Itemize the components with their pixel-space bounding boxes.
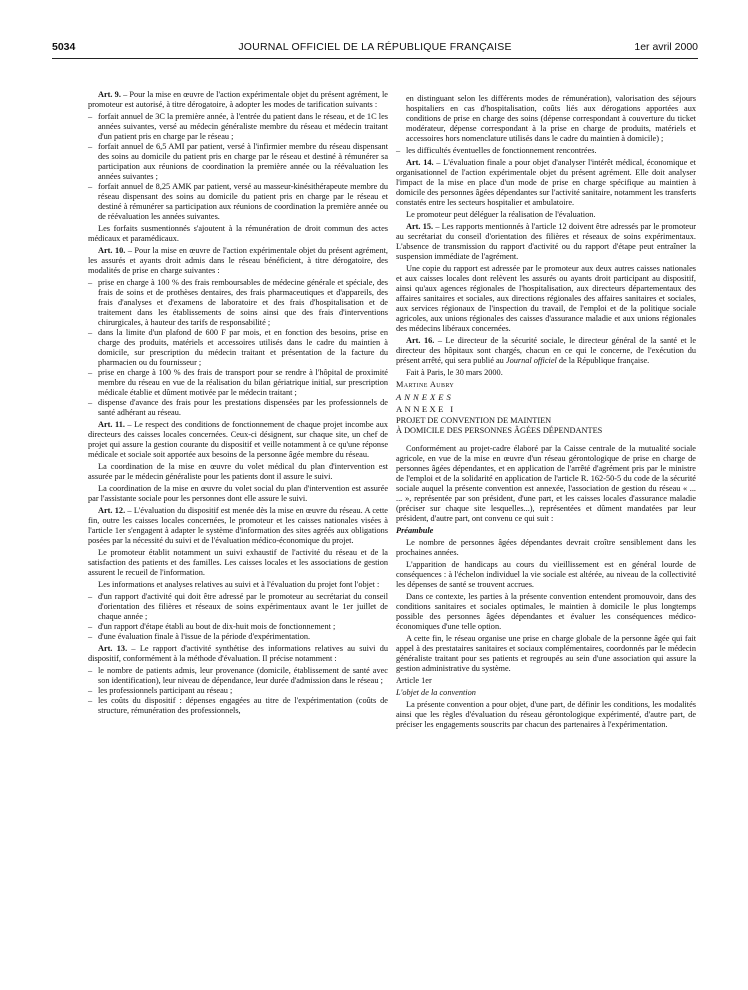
- article-12-p2: Le promoteur établit notamment un suivi exhaustif de l'activité du réseau et de la satisfaction des patients et des familles. Les caisses locales et les associations de gestion assurent le recueil de l'information.: [88, 548, 388, 577]
- article-1-text: La présente convention a pour objet, d'une part, de définir les conditions, les modalités ainsi que les règles d'évaluation du réseau gérontologique expérimenté, d'autre part, de préciser les engagements souscrits par chacun des partenaires à l'expérimentation.: [396, 700, 696, 729]
- article-11-label: Art. 11.: [98, 420, 125, 429]
- preambule-p4: A cette fin, le réseau organise une prise en charge globale de la personne âgée qui fait appel à des prestataires sanitaires et sociaux complémentaires, coordonnés par le médecin généraliste traitant pour ses patients et regroupés au sein d'une association qui assure la gestion administrative du système.: [396, 634, 696, 673]
- article-16-label: Art. 16.: [406, 336, 435, 345]
- article-14-label: Art. 14.: [406, 158, 434, 167]
- preambule-p2: L'apparition de handicaps au cours du vieillissement est en général lourde de conséquences : à l'échelon individuel la vie sociale est altérée, au niveau de la collectivité les dépenses de santé se trouvent accrues.: [396, 560, 696, 589]
- list-item: – d'un rapport d'activité qui doit être adressé par le promoteur au secrétariat du conseil d'orientation des filières et réseaux de soins expérimentaux avant le 1er juillet de chaque année ;: [88, 592, 388, 622]
- article-10-intro: Art. 10. – Pour la mise en œuvre de l'action expérimentale objet du présent agrément, les assurés et ayants droit admis dans le réseau bénéficient, à titre dérogatoire, des modalités de prise en charge suivantes :: [88, 246, 388, 275]
- annexe-1-title: ANNEXE I: [396, 404, 456, 414]
- page-number: 5034: [52, 41, 76, 53]
- article-1-title: Article 1er: [396, 676, 432, 685]
- article-9-intro: Art. 9. – Pour la mise en œuvre de l'action expérimentale objet du présent agrément, le promoteur est autorisé, à titre dérogatoire, à adopter les modes de tarification suivants :: [88, 90, 388, 109]
- article-11-p1: Art. 11. – Le respect des conditions de fonctionnement de chaque projet incombe aux directeurs des caisses locales concernées. Ceux-ci désignent, sur chaque site, un chef de projet qui assure la gestion courante du dispositif et veille notamment à ce qu'une réponse médicale et sociale soit apportée aux besoins de la personne âgée membre du réseau.: [88, 420, 388, 459]
- article-13-intro: Art. 13. – Le rapport d'activité synthétise des informations relatives au suivi du dispositif, conformément à la méthode d'évaluation. Il précise notamment :: [88, 644, 388, 663]
- article-15-label: Art. 15.: [406, 222, 434, 231]
- list-item: – d'une évaluation finale à l'issue de la période d'expérimentation.: [88, 632, 388, 642]
- preambule-p3: Dans ce contexte, les parties à la présente convention entendent promouvoir, dans des conditions sanitaires et sociales optimales, le maintien à domicile le plus longtemps possible des personnes âgées dépendantes et évaluer les conséquences médico-économiques d'une telle option.: [396, 592, 696, 631]
- list-item: – prise en charge à 100 % des frais de transport pour se rendre à l'hôpital de proximité membre du réseau en vue de la réalisation du bilan gériatrique initial, sur prescription médicale établie et dûment motivée par le médecin traitant ;: [88, 368, 388, 398]
- journal-title: JOURNAL OFFICIEL DE LA RÉPUBLIQUE FRANÇAISE: [238, 41, 512, 53]
- article-13-label: Art. 13.: [98, 644, 128, 653]
- list-item: – d'un rapport d'étape établi au bout de dix-huit mois de fonctionnement ;: [88, 622, 388, 632]
- list-item: – forfait annuel de 8,25 AMK par patient, versé au masseur-kinésithérapeute membre du réseau dispensant des soins au domicile du patient pris en charge par le réseau et destiné à rémunérer sa participation aux réunions de coordination la première année ou de réévaluation les années suivantes.: [88, 182, 388, 222]
- list-item: – forfait annuel de 6,5 AMI par patient, versé à l'infirmier membre du réseau dispensant des soins au domicile du patient pris en charge par le réseau et destiné à rémunérer sa participation aux réunions de coordination la première année ou la réévaluation les années suivantes ;: [88, 142, 388, 182]
- article-9-label: Art. 9.: [98, 90, 121, 99]
- left-column: [88, 90, 388, 718]
- convention-title-line-2: À DOMICILE DES PERSONNES ÂGÉES DÉPENDANTES: [396, 426, 603, 435]
- article-14-p1: Art. 14. – L'évaluation finale a pour objet d'analyser l'intérêt médical, économique et organisationnel de l'action expérimentale objet du présent agrément. Elle doit analyser l'impact de la mise en place d'un mode de prise en charge spécifique au maintien à domicile des personnes âgées dépendantes sur l'activité sanitaire, notamment les transferts constatés entre les secteurs hospitalier et ambulatoire.: [396, 158, 696, 207]
- list-item: – dispense d'avance des frais pour les prestations dispensées par les professionnels de santé adhérant au réseau.: [88, 398, 388, 418]
- article-13-list-continued: [396, 146, 696, 156]
- list-item: – les professionnels participant au réseau ;: [88, 686, 388, 696]
- article-13-list: [88, 666, 388, 716]
- list-item: – le nombre de patients admis, leur provenance (domicile, établissement de santé avec son identification), leur niveau de dépendance, leur durée d'admission dans le réseau ;: [88, 666, 388, 686]
- article-9-list: [88, 112, 388, 222]
- article-11-p2: La coordination de la mise en œuvre du volet médical du plan d'intervention est assurée par le médecin généraliste pour les patients dont il assure le suivi.: [88, 462, 388, 481]
- convention-intro: Conformément au projet-cadre élaboré par la Caisse centrale de la mutualité sociale agricole, en vue de la mise en œuvre d'un réseau gérontologique de prise en charge de personnes âgées dépendantes, et en application de l'arrêté d'agrément pris par le ministre de l'emploi et de la solidarité en application de l'article R. 162-50-5 du code de la sécurité sociale auquel la présente convention est annexée, l'association de gestion du réseau « ... ... », représentée par son président, d'une part, et les caisses locales d'assurance maladie (préciser sur chaque site lesquelles...), représentées et dûment mandatées par leur président, d'autre part, ont convenu ce qui suit :: [396, 444, 696, 523]
- article-12-p1: Art. 12. – L'évaluation du dispositif est menée dès la mise en œuvre du réseau. A cette fin, outre les caisses locales concernées, le promoteur et les caisses nationales visées à l'article 1er s'engagent à adapter le système d'information des sites agréés aux obligations posées par la nécessité du suivi et de l'évaluation médico-économique du projet.: [88, 506, 388, 545]
- article-1-subtitle: L'objet de la convention: [396, 688, 476, 697]
- convention-title-line-1: PROJET DE CONVENTION DE MAINTIEN: [396, 416, 552, 425]
- preambule-title: Préambule: [396, 526, 434, 535]
- issue-date: 1er avril 2000: [634, 41, 698, 53]
- article-11-p3: La coordination de la mise en œuvre du volet social du plan d'intervention est assurée par l'assistante sociale pour les personnes dont elle assure le suivi.: [88, 484, 388, 503]
- article-9-closing: Les forfaits susmentionnés s'ajoutent à la rémunération de droit commun des actes médicaux et paramédicaux.: [88, 224, 388, 243]
- journal-officiel-italic: Journal officiel: [505, 356, 557, 365]
- article-12-list: [88, 592, 388, 642]
- article-10-label: Art. 10.: [98, 246, 126, 255]
- list-item: – les difficultés éventuelles de fonctionnement rencontrées.: [396, 146, 696, 156]
- right-column: [396, 94, 696, 732]
- article-16-p1: Art. 16. – Le directeur de la sécurité sociale, le directeur général de la santé et le directeur des hôpitaux sont chargés, chacun en ce qui le concerne, de l'exécution du présent arrêté, qui sera publié au Journal officiel de la République française.: [396, 336, 696, 365]
- article-10-list: [88, 278, 388, 418]
- annexes-title: ANNEXES: [396, 392, 454, 402]
- article-14-p2: Le promoteur peut déléguer la réalisation de l'évaluation.: [406, 210, 596, 219]
- article-12-label: Art. 12.: [98, 506, 126, 515]
- article-13-continuation: en distinguant selon les différents modes de rémunération), valorisation des séjours hospitaliers en cas d'hospitalisation, coûts liés aux dérogations apportées aux conditions de prise en charge des soins (dépense correspondant à couverture du ticket modérateur, dépense correspondant à la prise en charge de produits, matériels et accessoires hors nomenclature utilisés dans le cadre du maintien à domicile) ;: [406, 94, 696, 143]
- article-12-p3: Les informations et analyses relatives au suivi et à l'évaluation du projet font l'objet :: [98, 580, 380, 589]
- list-item: – dans la limite d'un plafond de 600 F par mois, et en fonction des besoins, prise en charge des produits, matériels et accessoires utilisés dans le cadre du maintien à domicile, sur prescription du médecin traitant et présentation de la facture du pharmacien ou du fournisseur ;: [88, 328, 388, 368]
- list-item: – prise en charge à 100 % des frais remboursables de médecine générale et spéciale, des frais de soins et de prothèses dentaires, des frais pharmaceutiques et d'appareils, des frais d'analyses et d'examens de laboratoire et des frais d'hospitalisation et de traitement dans les établissements de soins ainsi que des frais d'interventions chirurgicales, à hauteur des tarifs de responsabilité ;: [88, 278, 388, 328]
- article-15-p1: Art. 15. – Les rapports mentionnés à l'article 12 doivent être adressés par le promoteur au secrétariat du conseil d'orientation des filières et réseaux de soins expérimentaux. L'absence de transmission du rapport d'activité ou du rapport d'étape peut entraîner la suspension immédiate de l'agrément.: [396, 222, 696, 261]
- signature: Martine Aubry: [396, 380, 455, 389]
- list-item: – les coûts du dispositif : dépenses engagées au titre de l'expérimentation (coûts de structure, rémunération des professionnels,: [88, 696, 388, 716]
- preambule-p1: Le nombre de personnes âgées dépendantes devrait croître sensiblement dans les prochaines années.: [396, 538, 696, 557]
- article-15-p2: Une copie du rapport est adressée par le promoteur aux deux autres caisses nationales et aux caisses locales dont relèvent les assurés ou ayants droit participant au dispositif, ainsi qu'aux agences régionales de l'hospitalisation, aux directeurs départementaux des affaires sanitaires et sociales, aux directions régionales des affaires sanitaires et sociales, aux services régionaux de l'inspection du travail, de l'emploi et de la politique sociale agricoles, aux unions régionales des caisses d'assurance maladie et aux unions régionales des médecins libéraux concernées.: [396, 264, 696, 333]
- page-header: [52, 36, 698, 59]
- fait-a-paris: Fait à Paris, le 30 mars 2000.: [406, 368, 503, 377]
- list-item: – forfait annuel de 3C la première année, à l'entrée du patient dans le réseau, et de 1C les années suivantes, versé au médecin généraliste membre du réseau et médecin traitant d'un patient pris en charge par le réseau ;: [88, 112, 388, 142]
